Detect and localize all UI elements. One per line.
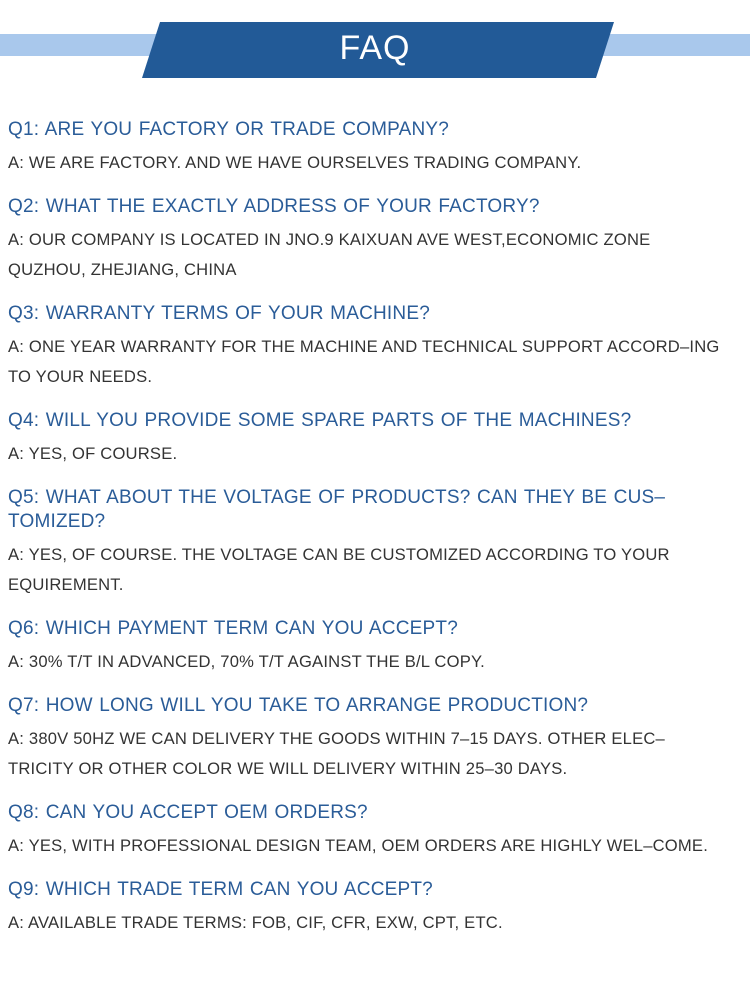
faq-answer: A: YES, OF COURSE. THE VOLTAGE CAN BE CUSTOMIZED ACCORDING TO YOUR EQUIREMENT. (8, 545, 670, 594)
faq-question: Q8: CAN YOU ACCEPT OEM ORDERS? (8, 802, 368, 823)
faq-item (8, 694, 728, 784)
faq-item (8, 302, 728, 392)
faq-banner (0, 0, 750, 90)
faq-answer: A: 380V 50HZ WE CAN DELIVERY THE GOODS WITHIN 7–15 DAYS. OTHER ELEC–TRICITY OR OTHER COLOR WE WILL DELIVERY WITHIN 25–30 DAYS. (8, 729, 665, 778)
faq-answer: A: AVAILABLE TRADE TERMS: FOB, CIF, CFR, EXW, CPT, ETC. (8, 913, 503, 932)
faq-item (8, 617, 728, 677)
faq-answer: A: OUR COMPANY IS LOCATED IN JNO.9 KAIXUAN AVE WEST,ECONOMIC ZONE QUZHOU, ZHEJIANG, CHINA (8, 230, 651, 279)
faq-answer: A: 30% T/T IN ADVANCED, 70% T/T AGAINST THE B/L COPY. (8, 652, 485, 671)
faq-item (8, 195, 728, 285)
faq-question: Q9: WHICH TRADE TERM CAN YOU ACCEPT? (8, 879, 433, 900)
faq-item (8, 409, 728, 469)
faq-item (8, 878, 728, 938)
faq-answer: A: WE ARE FACTORY. AND WE HAVE OURSELVES TRADING COMPANY. (8, 153, 582, 172)
faq-item (8, 118, 728, 178)
faq-question: Q4: WILL YOU PROVIDE SOME SPARE PARTS OF THE MACHINES? (8, 410, 632, 431)
faq-item (8, 801, 728, 861)
faq-answer: A: YES, WITH PROFESSIONAL DESIGN TEAM, OEM ORDERS ARE HIGHLY WEL–COME. (8, 836, 709, 855)
faq-question: Q7: HOW LONG WILL YOU TAKE TO ARRANGE PRODUCTION? (8, 695, 589, 716)
faq-question: Q3: WARRANTY TERMS OF YOUR MACHINE? (8, 303, 430, 324)
page-title: FAQ (339, 29, 411, 67)
faq-question: Q5: WHAT ABOUT THE VOLTAGE OF PRODUCTS? CAN THEY BE CUS–TOMIZED? (8, 487, 666, 532)
faq-item (8, 486, 728, 600)
faq-answer: A: YES, OF COURSE. (8, 444, 178, 463)
faq-question: Q6: WHICH PAYMENT TERM CAN YOU ACCEPT? (8, 618, 458, 639)
faq-question: Q2: WHAT THE EXACTLY ADDRESS OF YOUR FACTORY? (8, 196, 540, 217)
faq-list (8, 118, 728, 955)
faq-question: Q1: ARE YOU FACTORY OR TRADE COMPANY? (8, 119, 450, 140)
faq-answer: A: ONE YEAR WARRANTY FOR THE MACHINE AND TECHNICAL SUPPORT ACCORD–ING TO YOUR NEEDS. (8, 337, 720, 386)
